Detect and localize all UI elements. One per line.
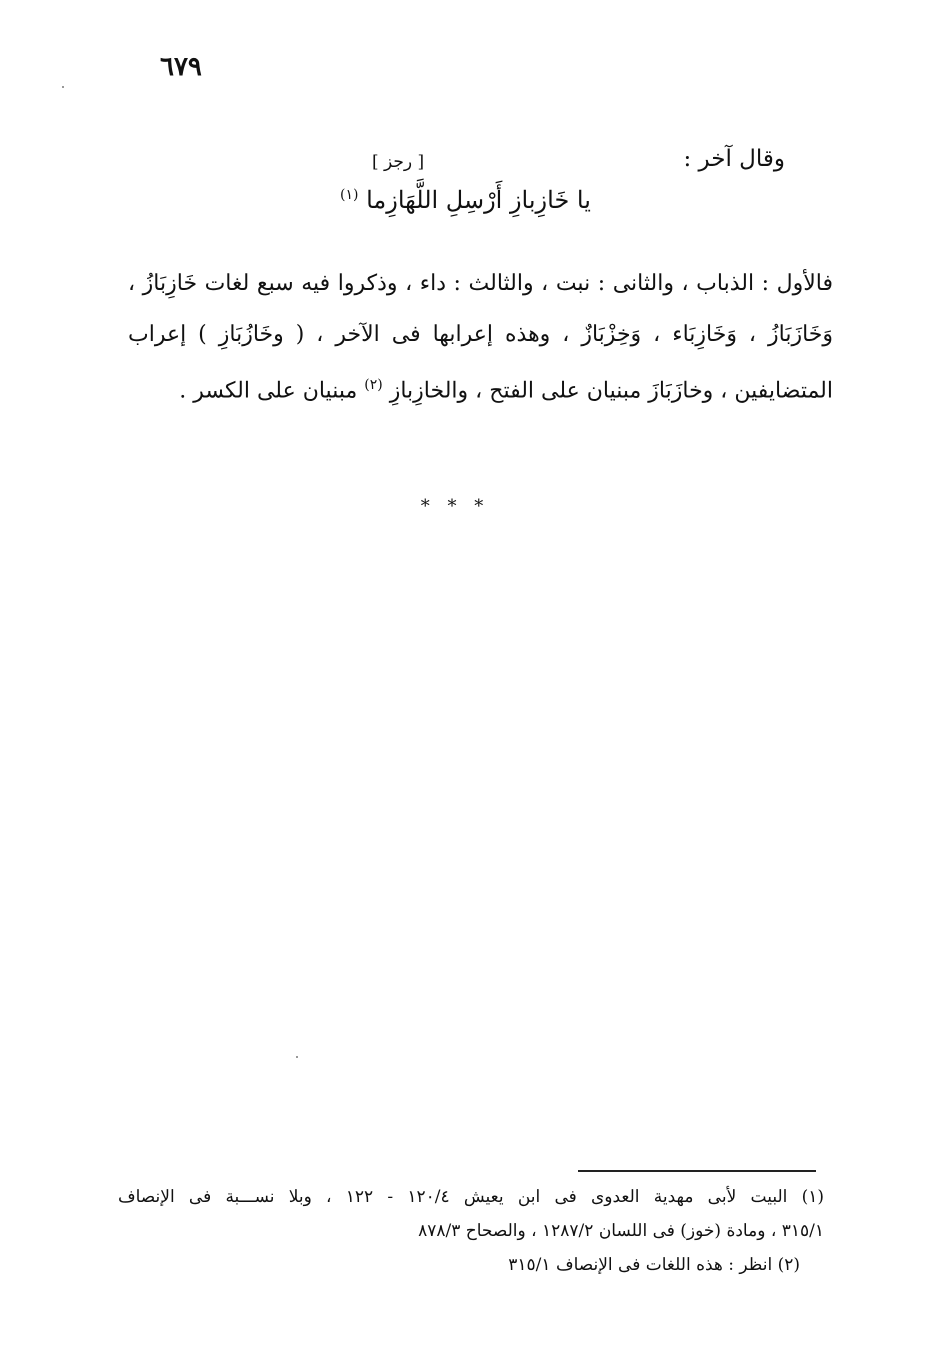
verse-text: يا خَازِبازِ أَرْسِلِ اللَّهَازِما bbox=[366, 186, 591, 214]
body-paragraph bbox=[128, 258, 833, 416]
footnote-ref-2[interactable]: (٢) bbox=[364, 377, 383, 393]
page-number: ٦٧٩ bbox=[160, 52, 202, 82]
scan-speck bbox=[62, 86, 64, 88]
footnote-ref-1[interactable]: (١) bbox=[340, 187, 359, 203]
footnote-1-line-2: ٣١٥/١ ، ومادة (خوز) فى اللسان ١٢٨٧/٢ ، والصحاح ٨٧٨/٣ bbox=[418, 1221, 824, 1241]
paragraph-text-part1: فالأول : الذباب ، والثانى : نبت ، والثالث : داء ، وذكروا فيه سبع لغات خَازِبَازُ ، وَخَازَبَازُ ، وَخَازِبَاء ، وَخِزْبَازٌ ، وهذه إعرابها فى الآخر ، ( وخَازُبَازِ ) إعراب المتضايفين ، وخازَبَازَ مبنيان على الفتح ، والخازِبازِ bbox=[128, 271, 833, 404]
poem-verse bbox=[340, 186, 591, 214]
footnote-1-line-1: (١) البيت لأبى مهدية العدوى فى ابن يعيش ١٢٠/٤ - ١٢٢ ، وبلا نســـبة فى الإنصاف bbox=[118, 1187, 824, 1207]
footnote-separator bbox=[578, 1170, 816, 1172]
footnotes bbox=[118, 1180, 824, 1282]
poem-intro: وقال آخر : bbox=[683, 146, 785, 172]
scan-speck bbox=[296, 1056, 298, 1058]
paragraph-text-part2: مبنيان على الكسر . bbox=[179, 378, 358, 404]
meter-label: [ رجز ] bbox=[372, 152, 425, 172]
section-divider-stars: * * * bbox=[420, 496, 490, 517]
footnote-2: (٢) انظر : هذه اللغات فى الإنصاف ٣١٥/١ bbox=[508, 1255, 800, 1275]
